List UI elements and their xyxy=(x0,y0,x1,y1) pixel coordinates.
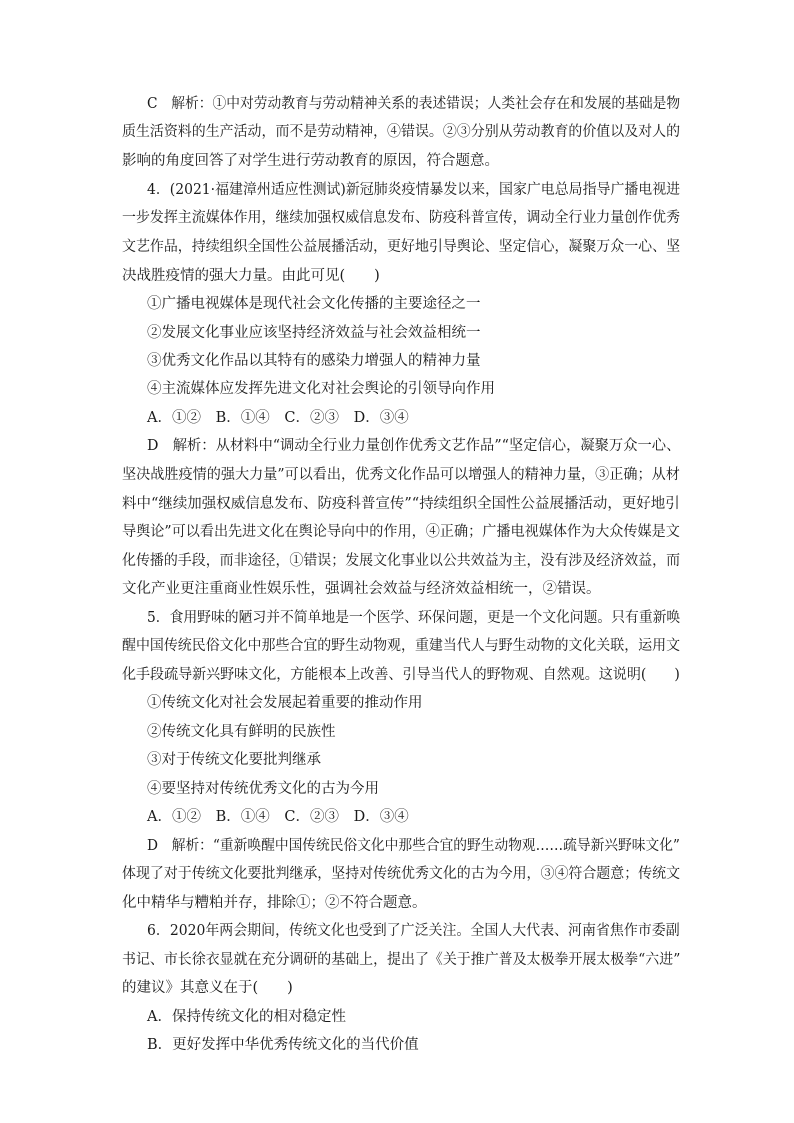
q4-stem-line: 文艺作品，持续组织全国性公益展播活动，更好地引导舆论、坚定信心，凝聚万众一心、坚 xyxy=(122,239,681,255)
q6-stem-line: 书记、市长徐衣显就在充分调研的基础上，提出了《关于推广普及太极拳开展太极拳“六进” xyxy=(122,952,681,968)
q5-statement: ①传统文化对社会发展起着重要的推动作用 xyxy=(147,695,423,711)
q5-option-b: B．①④ xyxy=(215,809,270,825)
q5-analysis-line: D 解析：“重新唤醒中国传统民俗文化中那些合宜的野生动物观……疏导新兴野味文化” xyxy=(147,838,680,854)
q5-statement: ④要坚持对传统优秀文化的古为今用 xyxy=(147,781,379,797)
q6-stem-line: 的建议》其意义在于( ) xyxy=(122,980,293,996)
q4-options xyxy=(147,408,419,428)
q4-stem-line: 决战胜疫情的强大力量。由此可见( ) xyxy=(122,268,380,284)
q5-option-a: A．①② xyxy=(147,809,201,825)
q5-analysis-line: 体现了对于传统文化要批判继承，坚持对传统优秀文化的古为今用，③④符合题意；传统文 xyxy=(122,866,681,882)
q5-stem-line: 醒中国传统民俗文化中那些合宜的野生动物观，重建当代人与野生动物的文化关联，运用文 xyxy=(122,638,681,654)
q6-stem-line: 6．2020年两会期间，传统文化也受到了广泛关注。全国人大代表、河南省焦作市委副 xyxy=(147,923,680,939)
q4-option-d: D．③④ xyxy=(353,410,409,426)
q6-option-b: B．更好发挥中华优秀传统文化的当代价值 xyxy=(147,1037,419,1053)
q5-stem-line: 5．食用野味的陋习并不简单地是一个医学、环保问题，更是一个文化问题。只有重新唤 xyxy=(147,610,681,626)
q4-option-b: B．①④ xyxy=(215,410,270,426)
q5-option-c: C．②③ xyxy=(284,809,339,825)
q5-options xyxy=(147,807,419,827)
q4-stem-line: 4．(2021·福建漳州适应性测试)新冠肺炎疫情暴发以来，国家广电总局指导广播电视进 xyxy=(147,182,681,198)
q4-statement: ②发展文化事业应该坚持经济效益与社会效益相统一 xyxy=(147,325,481,341)
q4-analysis-line: 导舆论”可以看出先进文化在舆论导向中的作用，④正确；广播电视媒体作为大众传媒是文 xyxy=(122,524,680,540)
q3-analysis-line: 影响的角度回答了对学生进行劳动教育的原因，符合题意。 xyxy=(122,153,499,169)
q4-stem-line: 一步发挥主流媒体作用，继续加强权威信息发布、防疫科普宣传，调动全行业力量创作优秀 xyxy=(122,210,681,226)
q3-analysis-line: 质生活资料的生产活动，而不是劳动精神，④错误。②③分别从劳动教育的价值以及对人的 xyxy=(122,124,681,140)
q4-statement: ③优秀文化作品以其特有的感染力增强人的精神力量 xyxy=(147,353,481,369)
q5-stem-line: 化手段疏导新兴野味文化，方能根本上改善、引导当代人的野物观、自然观。这说明( ) xyxy=(122,667,680,683)
q5-statement: ②传统文化具有鲜明的民族性 xyxy=(147,724,336,740)
q5-statement: ③对于传统文化要批判继承 xyxy=(147,752,321,768)
q4-option-a: A．①② xyxy=(147,410,201,426)
q4-analysis-line: 料中“继续加强权威信息发布、防疫科普宣传”“持续组织全国性公益展播活动，更好地引 xyxy=(122,496,680,512)
q4-analysis-line: 坚决战胜疫情的强大力量”可以看出，优秀文化作品可以增强人的精神力量，③正确；从材 xyxy=(122,467,680,483)
q5-analysis-line: 化中精华与糟粕并存，排除①；②不符合题意。 xyxy=(122,895,427,911)
q4-statement: ④主流媒体应发挥先进文化对社会舆论的引领导向作用 xyxy=(147,381,495,397)
q4-statement: ①广播电视媒体是现代社会文化传播的主要途径之一 xyxy=(147,296,481,312)
q6-option-a: A．保持传统文化的相对稳定性 xyxy=(147,1009,346,1025)
q4-option-c: C．②③ xyxy=(284,410,339,426)
q3-analysis-line: C 解析：①中对劳动教育与劳动精神关系的表述错误；人类社会存在和发展的基础是物 xyxy=(147,96,681,112)
q4-analysis-line: 化传播的手段，而非途径，①错误；发展文化事业以公共效益为主，没有涉及经济效益，而 xyxy=(122,553,681,569)
q5-option-d: D．③④ xyxy=(353,809,409,825)
q4-analysis-line: D 解析：从材料中“调动全行业力量创作优秀文艺作品”“坚定信心，凝聚万众一心、 xyxy=(147,438,681,454)
q4-analysis-line: 文化产业更注重商业性娱乐性，强调社会效益与经济效益相统一，②错误。 xyxy=(122,581,601,597)
